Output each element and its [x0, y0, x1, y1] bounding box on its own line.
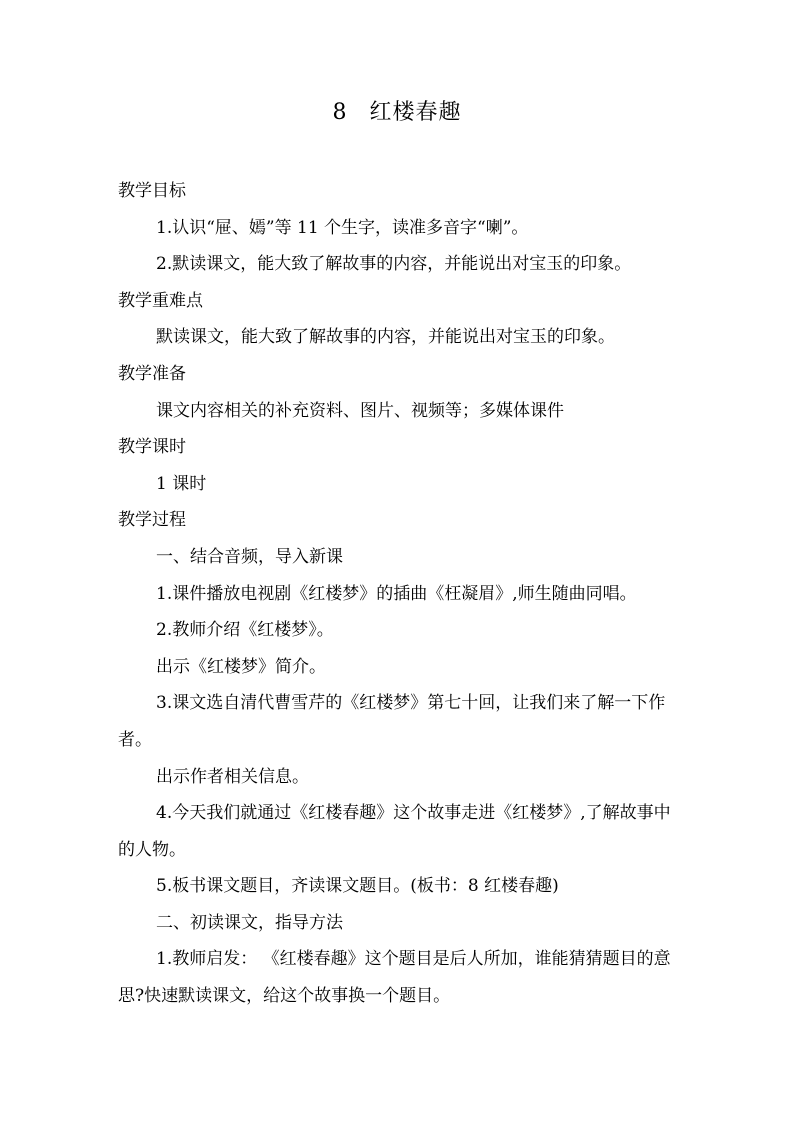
process-line: 二、初读课文，指导方法 — [156, 912, 343, 933]
heading-key-points: 教学重难点 — [118, 290, 203, 311]
goal-item-1: 1.认识“屉、嫣”等 11 个生字，读准多音字“喇”。 — [156, 217, 529, 238]
document-body — [118, 173, 680, 1015]
lesson-number: 8 — [332, 100, 348, 125]
process-line: 1.课件播放电视剧《红楼梦》的插曲《枉凝眉》,师生随曲同唱。 — [156, 583, 637, 604]
preparation-text: 课文内容相关的补充资料、图片、视频等；多媒体课件 — [156, 400, 564, 421]
process-line: 一、结合音频，导入新课 — [156, 546, 343, 567]
lesson-title — [0, 97, 794, 129]
process-line: 2.教师介绍《红楼梦》。 — [156, 620, 334, 641]
process-paragraph: 4.今天我们就通过《红楼春趣》这个故事走进《红楼梦》,了解故事中的人物。 — [118, 803, 671, 860]
heading-teaching-process: 教学过程 — [118, 510, 186, 531]
process-line: 出示作者相关信息。 — [156, 766, 309, 787]
lesson-title-text: 红楼春趣 — [369, 100, 462, 125]
heading-class-hours: 教学课时 — [118, 437, 186, 458]
process-line: 5.板书课文题目，齐读课文题目。(板书：8 红楼春趣) — [156, 876, 559, 897]
process-paragraph: 1.教师启发： 《红楼春趣》这个题目是后人所加，谁能猜猜题目的意思?快速默读课文，给这个故事换一个题目。 — [118, 949, 671, 1007]
class-hours-text: 1 课时 — [156, 473, 207, 494]
heading-preparation: 教学准备 — [118, 363, 186, 384]
goal-item-2: 2.默读课文，能大致了解故事的内容，并能说出对宝玉的印象。 — [156, 254, 632, 275]
process-paragraph: 3.课文选自清代曹雪芹的《红楼梦》第七十回，让我们来了解一下作者。 — [118, 693, 666, 750]
heading-teaching-goals: 教学目标 — [118, 181, 186, 201]
process-line: 出示《红楼梦》简介。 — [156, 656, 326, 677]
key-points-text: 默读课文，能大致了解故事的内容，并能说出对宝玉的印象。 — [156, 327, 615, 348]
